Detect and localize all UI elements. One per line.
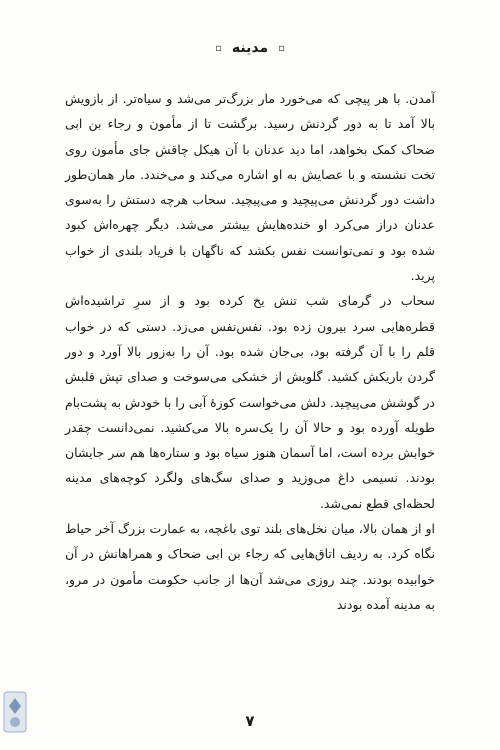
chapter-title: مدینه bbox=[231, 40, 269, 56]
paragraph-3: او از همان بالا، میان نخل‌های بلند توی باغچه، به عمارت بزرگ آخر حیاط نگاه کرد. به ردیف اتاق‌هایی که رجاء بن ابی ضحاک و همراهانش در آن خوابیده بودند. چند روزی می‌شد آن‌ها از جانب حکومت مأمون در مرو، به مدینه آمده بودند bbox=[65, 521, 435, 612]
body-text bbox=[65, 86, 435, 617]
page-number: ۷ bbox=[245, 712, 255, 730]
running-header bbox=[0, 38, 500, 58]
header-ornament-right: ▫ bbox=[278, 42, 285, 54]
header-ornament-left: ▫ bbox=[215, 42, 222, 54]
paragraph-1: آمدن. با هر پیچی که می‌خورد مار بزرگ‌تر می‌شد و سیاه‌تر. از بازویش بالا آمد تا به دور گردنش رسید. برگشت تا از مأمون و رجاء بن ابی ضحاک کمک بخواهد، اما دید عدنان با آن هیکل چاقش جای مأمون روی تخت نشسته و با عصایش به او اشاره می‌کند و می‌خندد. مار همان‌طور داشت دور گردنش می‌پیچید و می‌پیچید. سحاب هرچه دستش را به‌سوی عدنان دراز می‌کرد او خنده‌هایش بیشتر می‌شد. دیگر چهره‌اش کبود شده بود و نمی‌توانست نفس بکشد که ناگهان با فریاد بلندی از خواب پرید. bbox=[65, 91, 435, 284]
paragraph-2: سحاب در گرمای شب تنش یخ کرده بود و از سرِ تراشیده‌اش قطره‌هایی سرد بیرون زده بود. نفس‌نفس می‌زد. دستی که در خواب قلم را با آن گرفته بود، بی‌جان شده بود. آن را به‌زور بالا آورد و دور گردن باریکش کشید. گلویش از خشکی می‌سوخت و صدای تپش قلبش در گوشش می‌پیچید. دلش می‌خواست کوزهٔ آبی را با خودش به پشت‌بام طویله آورده بود و حالا آن را یک‌سره بالا می‌کشید. نمی‌دانست چقدر خوابش برده است، اما آسمان هنوز سیاه بود و ستاره‌ها هم سر جایشان بودند. نسیمی داغ می‌وزید و صدای سگ‌های ولگرد کوچه‌های مدینه لحظه‌ای قطع نمی‌شد. bbox=[65, 293, 435, 511]
